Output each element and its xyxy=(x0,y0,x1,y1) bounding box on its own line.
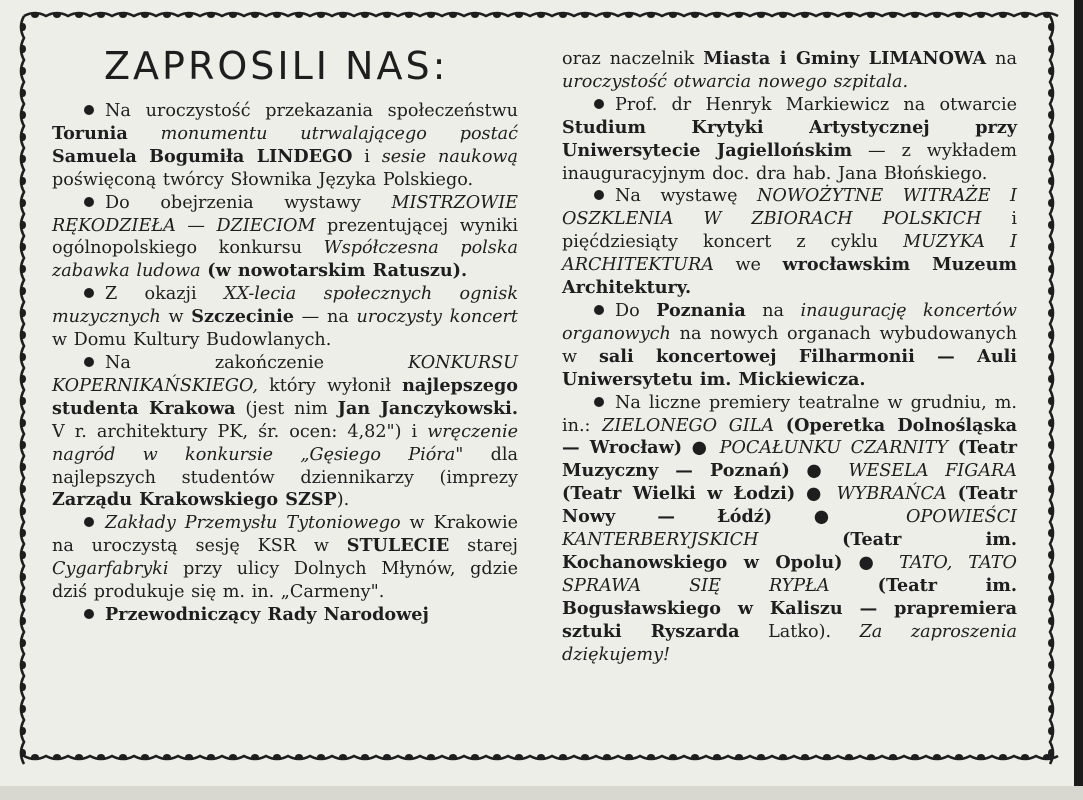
border-drop-icon xyxy=(1048,309,1054,317)
border-drop-icon xyxy=(20,331,26,339)
border-drop-icon xyxy=(20,639,26,647)
border-drop-icon xyxy=(515,12,523,18)
border-drop-icon xyxy=(647,754,655,760)
border-drop-icon xyxy=(20,661,26,669)
bullet-icon xyxy=(594,190,604,200)
border-drop-icon xyxy=(20,221,26,229)
text-run: Latko). xyxy=(739,621,860,642)
border-drop-icon xyxy=(20,155,26,163)
border-drop-icon xyxy=(1048,199,1054,207)
border-drop-icon xyxy=(20,375,26,383)
border-drop-icon xyxy=(163,754,171,760)
border-drop-icon xyxy=(1048,243,1054,251)
border-drop-icon xyxy=(493,12,501,18)
bold-text: Studium Krytyki Artystycznej przy Uniwersytecie Jagiellońskim xyxy=(562,116,1017,161)
text-run: starej xyxy=(449,536,518,557)
border-drop-icon xyxy=(735,12,743,18)
italic-text: XX-lecia społecznych ognisk muzycznych xyxy=(52,284,518,328)
right-column xyxy=(562,48,1017,666)
border-drop-icon xyxy=(229,754,237,760)
border-drop-icon xyxy=(273,754,281,760)
text-run: prezentującej wyniki ogólnopolskiego konkursu xyxy=(52,215,518,259)
border-drop-icon xyxy=(405,12,413,18)
border-drop-icon xyxy=(1048,23,1054,31)
border-drop-icon xyxy=(625,12,633,18)
border-drop-icon xyxy=(1043,12,1051,18)
border-drop-icon xyxy=(581,12,589,18)
bullet-icon xyxy=(594,305,604,315)
border-drop-icon xyxy=(1048,551,1054,559)
text-run: przy ulicy Dolnych Młynów, gdzie dziś produkuje się m. in. „Carmeny". xyxy=(52,559,518,603)
bold-text: Szczecinie xyxy=(191,306,294,328)
border-drop-icon xyxy=(559,12,567,18)
text-run: poświęconą twórcy Słownika Języka Polskiego. xyxy=(52,169,474,190)
text-run: który wyłonił xyxy=(257,375,403,396)
bold-text: Torunia xyxy=(52,122,128,144)
border-drop-icon xyxy=(1048,661,1054,669)
border-drop-icon xyxy=(713,754,721,760)
border-drop-icon xyxy=(999,754,1007,760)
border-drop-icon xyxy=(1048,89,1054,97)
border-drop-icon xyxy=(20,727,26,735)
border-drop-icon xyxy=(691,12,699,18)
italic-text: NOWOŻYTNE WITRAŻE I OSZKLENIA W ZBIORACH POLSKICH xyxy=(562,186,1017,230)
border-drop-icon xyxy=(207,754,215,760)
border-drop-icon xyxy=(449,12,457,18)
border-drop-icon xyxy=(1048,67,1054,75)
border-drop-icon xyxy=(185,754,193,760)
bullet-icon xyxy=(84,197,94,207)
border-drop-icon xyxy=(625,754,633,760)
border-drop-icon xyxy=(361,754,369,760)
announcement-paragraph xyxy=(562,48,1017,94)
announcement-paragraph xyxy=(562,185,1017,300)
text-run: w Krakowie na uroczystą sesję KSR w xyxy=(52,513,518,557)
border-drop-icon xyxy=(493,754,501,760)
bold-text: Samuela Bogumiła LINDEGO xyxy=(52,145,353,167)
border-drop-icon xyxy=(867,12,875,18)
border-drop-icon xyxy=(999,12,1007,18)
border-drop-icon xyxy=(1048,683,1054,691)
border-drop-icon xyxy=(427,12,435,18)
text-run: ● xyxy=(789,461,849,482)
text-run: V r. architektury PK, śr. ocen: 4,82") i xyxy=(52,421,428,442)
border-drop-icon xyxy=(20,397,26,405)
border-drop-icon xyxy=(339,12,347,18)
border-drop-icon xyxy=(20,683,26,691)
border-drop-icon xyxy=(779,754,787,760)
bullet-icon xyxy=(594,99,604,109)
italic-text: monumentu utrwalającego postać xyxy=(160,123,519,144)
border-drop-icon xyxy=(1048,111,1054,119)
bold-text: (Operetka Dolnośląska — Wrocław) xyxy=(562,414,1018,459)
announcement-paragraph xyxy=(562,300,1017,392)
border-drop-icon xyxy=(713,12,721,18)
border-drop-icon xyxy=(163,12,171,18)
border-drop-icon xyxy=(691,754,699,760)
text-run: na nowych organach wybudowanych w xyxy=(562,323,1017,367)
italic-text: Współczesna polska zabawka ludowa xyxy=(52,238,518,282)
border-drop-icon xyxy=(20,463,26,471)
border-drop-icon xyxy=(20,485,26,493)
bullet-icon xyxy=(594,397,604,407)
border-drop-icon xyxy=(20,705,26,713)
border-drop-icon xyxy=(1048,705,1054,713)
text-run: Na uroczystość przekazania społeczeństwu xyxy=(105,101,518,121)
border-drop-icon xyxy=(20,529,26,537)
border-drop-icon xyxy=(1048,441,1054,449)
bold-text: Zarządu Krakowskiego SZSP xyxy=(52,489,337,511)
text-run xyxy=(830,576,878,596)
border-drop-icon xyxy=(20,353,26,361)
border-drop-icon xyxy=(471,754,479,760)
border-drop-icon xyxy=(141,754,149,760)
border-drop-icon xyxy=(207,12,215,18)
border-drop-icon xyxy=(185,12,193,18)
border-drop-icon xyxy=(1048,595,1054,603)
border-drop-icon xyxy=(1048,177,1054,185)
text-run: ● xyxy=(842,552,900,573)
border-drop-icon xyxy=(1048,617,1054,625)
text-run: we xyxy=(713,255,783,276)
text-run: dla najlepszych studentów dziennikarzy (imprezy xyxy=(52,444,518,488)
bullet-icon xyxy=(84,105,94,115)
text-run: ● xyxy=(682,438,720,459)
text-run: na xyxy=(986,49,1017,69)
italic-text: WESELA FIGARA xyxy=(848,461,1017,482)
border-drop-icon xyxy=(53,754,61,760)
bold-text: Poznania xyxy=(656,299,746,321)
border-drop-icon xyxy=(361,12,369,18)
border-drop-icon xyxy=(955,754,963,760)
border-drop-icon xyxy=(603,754,611,760)
bullet-icon xyxy=(84,357,94,367)
text-run: oraz naczelnik xyxy=(562,49,704,69)
border-drop-icon xyxy=(449,754,457,760)
border-drop-icon xyxy=(647,12,655,18)
border-drop-icon xyxy=(251,12,259,18)
announcement-paragraph xyxy=(52,192,518,284)
text-run: i xyxy=(352,146,382,167)
announcement-paragraph xyxy=(562,94,1017,186)
border-drop-icon xyxy=(977,754,985,760)
border-drop-icon xyxy=(31,12,39,18)
border-drop-icon xyxy=(20,507,26,515)
bullet-icon xyxy=(84,517,94,527)
border-drop-icon xyxy=(20,617,26,625)
border-drop-icon xyxy=(383,12,391,18)
text-run xyxy=(947,484,958,504)
italic-text: KONKURSU KOPERNIKAŃSKIEGO, xyxy=(52,352,518,396)
bold-text: Przewodniczący Rady Narodowej xyxy=(105,603,429,625)
border-drop-icon xyxy=(75,12,83,18)
border-drop-icon xyxy=(581,754,589,760)
italic-text: WYBRAŃCA xyxy=(836,484,947,505)
text-run: Do obejrzenia wystawy xyxy=(105,192,392,213)
border-drop-icon xyxy=(97,12,105,18)
border-drop-icon xyxy=(867,754,875,760)
italic-text: MISTRZOWIE RĘKODZIEŁA — DZIECIOM xyxy=(52,192,518,236)
border-drop-icon xyxy=(20,177,26,185)
border-drop-icon xyxy=(31,754,39,760)
text-run: (jest nim xyxy=(235,398,338,419)
announcement-paragraph xyxy=(52,604,518,627)
italic-text: ZIELONEGO GILA xyxy=(602,415,775,436)
text-run: w xyxy=(160,307,192,328)
text-run xyxy=(758,530,842,550)
border-drop-icon xyxy=(845,12,853,18)
border-drop-icon xyxy=(20,309,26,317)
text-run: ). xyxy=(336,490,350,511)
border-drop-icon xyxy=(383,754,391,760)
border-drop-icon xyxy=(977,12,985,18)
text-run xyxy=(774,416,786,436)
border-drop-icon xyxy=(757,754,765,760)
border-drop-icon xyxy=(20,595,26,603)
bold-text: (w nowotarskim Ratuszu). xyxy=(207,260,468,282)
text-run: — na xyxy=(293,307,357,328)
border-drop-icon xyxy=(20,749,26,757)
bullet-icon xyxy=(84,288,94,298)
border-drop-icon xyxy=(1048,573,1054,581)
border-drop-icon xyxy=(295,754,303,760)
text-run: Na zakończenie xyxy=(105,352,409,373)
bullet-icon xyxy=(84,609,94,619)
border-drop-icon xyxy=(1048,507,1054,515)
border-drop-icon xyxy=(119,12,127,18)
border-drop-icon xyxy=(20,441,26,449)
text-run: Na wystawę xyxy=(615,186,758,207)
border-drop-icon xyxy=(1048,265,1054,273)
border-drop-icon xyxy=(141,12,149,18)
italic-text: uroczysty koncert xyxy=(356,307,518,328)
border-drop-icon xyxy=(97,754,105,760)
border-drop-icon xyxy=(537,12,545,18)
text-run: na xyxy=(745,300,801,321)
border-drop-icon xyxy=(1048,375,1054,383)
page-title: ZAPROSILI NAS: xyxy=(104,44,449,88)
italic-text: Zakłady Przemysłu Tytoniowego xyxy=(105,513,401,534)
bold-text: STULECIE xyxy=(346,535,450,557)
announcement-paragraph xyxy=(562,392,1017,667)
border-drop-icon xyxy=(603,12,611,18)
border-drop-icon xyxy=(801,754,809,760)
bold-text: wrocławskim Muzeum Architektury. xyxy=(562,254,1017,299)
border-drop-icon xyxy=(20,573,26,581)
border-drop-icon xyxy=(889,12,897,18)
border-drop-icon xyxy=(1048,727,1054,735)
border-drop-icon xyxy=(911,12,919,18)
border-drop-icon xyxy=(669,754,677,760)
border-drop-icon xyxy=(20,111,26,119)
border-drop-icon xyxy=(273,12,281,18)
border-drop-icon xyxy=(1048,221,1054,229)
text-run: ● xyxy=(772,507,906,528)
text-run: ● xyxy=(795,484,837,505)
border-drop-icon xyxy=(1048,331,1054,339)
border-drop-icon xyxy=(735,754,743,760)
border-drop-icon xyxy=(1048,45,1054,53)
border-drop-icon xyxy=(471,12,479,18)
italic-text: sesie naukową xyxy=(381,146,518,167)
bold-text: (Teatr Muzyczny — Poznań) xyxy=(562,437,1018,482)
italic-text: wręczenie nagród w konkursie „Gęsiego Pióra" xyxy=(52,421,518,465)
border-drop-icon xyxy=(229,12,237,18)
bold-text: Jan Janczykowski. xyxy=(337,397,518,419)
border-drop-icon xyxy=(1048,353,1054,361)
border-drop-icon xyxy=(1048,155,1054,163)
border-drop-icon xyxy=(1048,485,1054,493)
border-drop-icon xyxy=(427,754,435,760)
italic-text: POCAŁUNKU CZARNITY xyxy=(719,438,949,459)
border-drop-icon xyxy=(1048,287,1054,295)
border-drop-icon xyxy=(1048,639,1054,647)
border-drop-icon xyxy=(405,754,413,760)
border-drop-icon xyxy=(295,12,303,18)
border-drop-icon xyxy=(1048,529,1054,537)
border-drop-icon xyxy=(559,754,567,760)
bold-text: najlepszego studenta Krakowa xyxy=(52,374,518,419)
italic-text: OPOWIEŚCI KANTERBERYJSKICH xyxy=(562,507,1017,551)
italic-text: uroczystość otwarcia nowego szpitala. xyxy=(562,71,909,92)
border-drop-icon xyxy=(933,12,941,18)
border-drop-icon xyxy=(119,754,127,760)
bold-text: Miasta i Gminy LIMANOWA xyxy=(703,48,987,69)
border-drop-icon xyxy=(53,12,61,18)
border-drop-icon xyxy=(1021,754,1029,760)
border-drop-icon xyxy=(1048,749,1054,757)
border-drop-icon xyxy=(757,12,765,18)
border-drop-icon xyxy=(20,199,26,207)
text-run: w Domu Kultury Budowlanych. xyxy=(52,330,332,351)
border-drop-icon xyxy=(251,754,259,760)
border-drop-icon xyxy=(20,45,26,53)
page-edge-shadow xyxy=(1074,0,1083,800)
announcement-paragraph xyxy=(52,352,518,512)
text-run: Do xyxy=(615,300,657,321)
text-run: Na liczne premiery teatralne w grudniu, m. in.: xyxy=(562,392,1017,436)
bold-text: (Teatr Nowy — Łódź) xyxy=(562,483,1017,528)
italic-text: inaugurację koncertów organowych xyxy=(562,300,1017,344)
border-drop-icon xyxy=(20,23,26,31)
announcement-paragraph xyxy=(52,283,518,352)
bold-text: (Teatr im. Kochanowskiego w Opolu) xyxy=(562,529,1018,573)
border-drop-icon xyxy=(1048,463,1054,471)
border-drop-icon xyxy=(75,754,83,760)
text-run: i pięćdziesiąty koncert z cyklu xyxy=(562,209,1017,253)
border-drop-icon xyxy=(20,133,26,141)
border-drop-icon xyxy=(20,265,26,273)
border-drop-icon xyxy=(20,419,26,427)
border-drop-icon xyxy=(779,12,787,18)
border-drop-icon xyxy=(845,754,853,760)
border-drop-icon xyxy=(339,754,347,760)
border-drop-icon xyxy=(20,67,26,75)
page-bottom-margin xyxy=(0,786,1083,800)
border-drop-icon xyxy=(515,754,523,760)
text-run: Z okazji xyxy=(105,284,224,305)
italic-text: Za zaproszenia dziękujemy! xyxy=(562,621,1017,665)
border-drop-icon xyxy=(20,89,26,97)
italic-text: Cygarfabryki xyxy=(52,559,169,580)
border-drop-icon xyxy=(955,12,963,18)
bold-text: (Teatr im. Bogusławskiego w Kaliszu — prapremiera sztuki Ryszarda xyxy=(562,574,1017,642)
border-drop-icon xyxy=(1048,419,1054,427)
border-drop-icon xyxy=(1048,397,1054,405)
bold-text: (Teatr Wielki w Łodzi) xyxy=(562,483,796,505)
border-drop-icon xyxy=(317,754,325,760)
italic-text: MUZYKA I ARCHITEKTURA xyxy=(562,232,1017,276)
bold-text: sali koncertowej Filharmonii — Auli Uniwersytetu im. Mickiewicza. xyxy=(562,345,1017,390)
text-run xyxy=(948,438,958,458)
border-drop-icon xyxy=(889,754,897,760)
text-run xyxy=(128,124,161,144)
border-drop-icon xyxy=(20,287,26,295)
text-run: Prof. dr Henryk Markiewicz na otwarcie xyxy=(615,94,1017,115)
italic-text: TATO, TATO SPRAWA SIĘ RYPŁA xyxy=(562,552,1017,596)
border-drop-icon xyxy=(823,754,831,760)
border-drop-icon xyxy=(20,243,26,251)
announcement-paragraph xyxy=(52,512,518,604)
border-drop-icon xyxy=(933,754,941,760)
border-drop-icon xyxy=(1021,12,1029,18)
text-run: — z wykładem inauguracyjnym doc. dra hab. Jana Błońskiego. xyxy=(562,140,1017,184)
border-drop-icon xyxy=(20,551,26,559)
border-drop-icon xyxy=(669,12,677,18)
border-drop-icon xyxy=(537,754,545,760)
border-drop-icon xyxy=(823,12,831,18)
left-column xyxy=(52,100,518,627)
announcement-paragraph xyxy=(52,100,518,192)
border-drop-icon xyxy=(1048,133,1054,141)
border-drop-icon xyxy=(317,12,325,18)
border-drop-icon xyxy=(801,12,809,18)
border-drop-icon xyxy=(911,754,919,760)
